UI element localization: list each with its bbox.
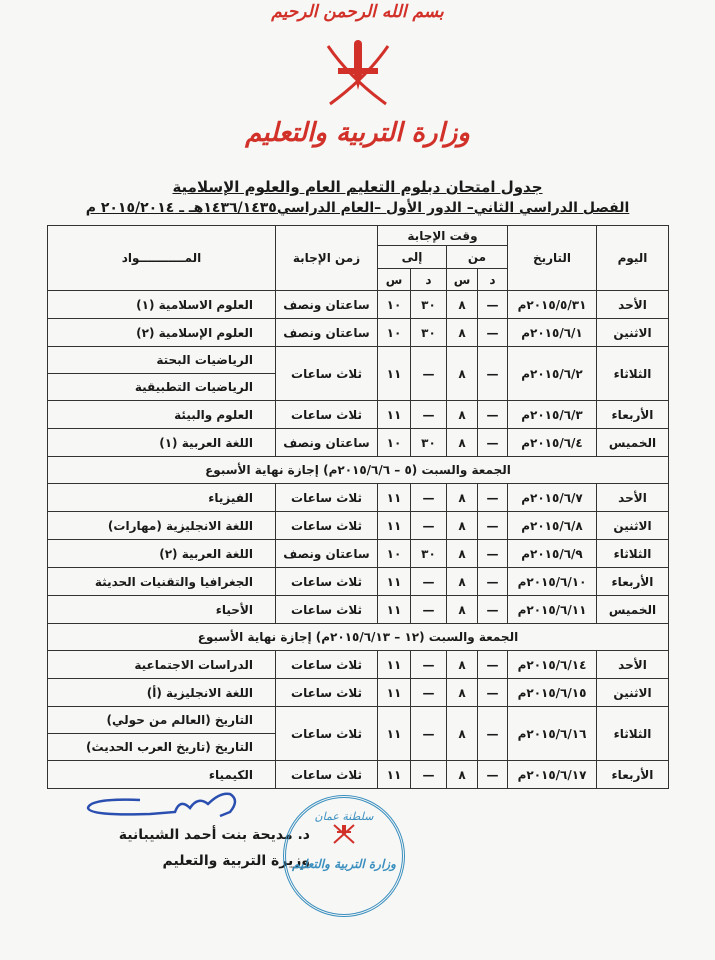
date-cell: ٢٠١٥/٦/٣م [508, 401, 597, 429]
from-hour-cell: ٨ [447, 484, 478, 512]
to-minute-cell: ٣٠ [411, 291, 447, 319]
day-cell: الأربعاء [597, 761, 669, 789]
date-cell: ٢٠١٥/٦/١م [508, 319, 597, 347]
table-row [48, 568, 669, 596]
subject-cell: التاريخ (العالم من حولي) [48, 707, 276, 734]
table-row [48, 347, 669, 374]
to-minute-cell: ٣٠ [411, 319, 447, 347]
duration-cell: ثلاث ساعات [276, 596, 378, 624]
document-title: جدول امتحان دبلوم التعليم العام والعلوم الإسلامية [172, 178, 543, 196]
day-cell: الأربعاء [597, 401, 669, 429]
duration-cell: ساعتان ونصف [276, 291, 378, 319]
header-duration: زمن الإجابة [276, 226, 378, 291]
day-cell: الأحد [597, 484, 669, 512]
duration-cell: ثلاث ساعات [276, 761, 378, 789]
subject-cell: العلوم والبيئة [48, 401, 276, 429]
to-minute-cell: ٣٠ [411, 429, 447, 457]
stamp-emblem-icon [331, 823, 357, 845]
date-cell: ٢٠١٥/٦/١٦م [508, 707, 597, 761]
table-row [48, 679, 669, 707]
date-cell: ٢٠١٥/٦/٢م [508, 347, 597, 401]
to-hour-cell: ١١ [378, 679, 411, 707]
from-minute-cell: — [478, 761, 508, 789]
date-cell: ٢٠١٥/٦/١٤م [508, 651, 597, 679]
duration-cell: ثلاث ساعات [276, 707, 378, 761]
from-minute-cell: — [478, 679, 508, 707]
header-to: إلى [378, 246, 447, 269]
ministry-name: وزارة التربية والتعليم [245, 118, 470, 148]
subject-cell: اللغة العربية (٢) [48, 540, 276, 568]
to-hour-cell: ١١ [378, 651, 411, 679]
subject-cell: العلوم الاسلامية (١) [48, 291, 276, 319]
subject-cell: الرياضيات البحتة [48, 347, 276, 374]
day-cell: الأحد [597, 291, 669, 319]
to-minute-cell: — [411, 651, 447, 679]
subject-cell: اللغة الانجليزية (أ) [48, 679, 276, 707]
weekend-break-text: الجمعة والسبت (١٢ – ٢٠١٥/٦/١٣م) إجازة نهاية الأسبوع [48, 624, 669, 651]
from-minute-cell: — [478, 568, 508, 596]
to-minute-cell: — [411, 679, 447, 707]
date-cell: ٢٠١٥/٦/١٥م [508, 679, 597, 707]
day-cell: الأحد [597, 651, 669, 679]
from-hour-cell: ٨ [447, 568, 478, 596]
subject-cell: الجغرافيا والتقنيات الحديثة [48, 568, 276, 596]
duration-cell: ثلاث ساعات [276, 347, 378, 401]
basmala: بسم الله الرحمن الرحيم [271, 2, 444, 22]
header-from: من [447, 246, 508, 269]
table-row [48, 540, 669, 568]
day-cell: الثلاثاء [597, 540, 669, 568]
from-hour-cell: ٨ [447, 319, 478, 347]
header-to-minute: د [411, 269, 447, 291]
date-cell: ٢٠١٥/٦/٨م [508, 512, 597, 540]
from-hour-cell: ٨ [447, 347, 478, 401]
to-hour-cell: ١٠ [378, 319, 411, 347]
header-from-minute: د [478, 269, 508, 291]
from-hour-cell: ٨ [447, 679, 478, 707]
table-row [48, 484, 669, 512]
subject-cell: التاريخ (تاريخ العرب الحديث) [48, 734, 276, 761]
to-hour-cell: ١١ [378, 707, 411, 761]
to-minute-cell: — [411, 761, 447, 789]
table-row [48, 761, 669, 789]
subject-cell: الأحياء [48, 596, 276, 624]
to-hour-cell: ١١ [378, 484, 411, 512]
from-minute-cell: — [478, 707, 508, 761]
from-hour-cell: ٨ [447, 596, 478, 624]
subject-cell: الدراسات الاجتماعية [48, 651, 276, 679]
from-minute-cell: — [478, 347, 508, 401]
subject-cell: العلوم الإسلامية (٢) [48, 319, 276, 347]
header-answer-time: وقت الإجابة [378, 226, 508, 246]
table-row [48, 291, 669, 319]
to-minute-cell: — [411, 484, 447, 512]
from-hour-cell: ٨ [447, 429, 478, 457]
date-cell: ٢٠١٥/٦/٩م [508, 540, 597, 568]
to-minute-cell: — [411, 512, 447, 540]
subject-cell: اللغة العربية (١) [48, 429, 276, 457]
date-cell: ٢٠١٥/٦/٤م [508, 429, 597, 457]
table-row [48, 707, 669, 734]
from-hour-cell: ٨ [447, 707, 478, 761]
oman-emblem-icon [320, 38, 396, 110]
signer-name: د. مديحة بنت أحمد الشيبانية [118, 827, 310, 843]
table-row [48, 596, 669, 624]
from-minute-cell: — [478, 401, 508, 429]
to-minute-cell: — [411, 347, 447, 401]
to-hour-cell: ١٠ [378, 540, 411, 568]
signer-block [100, 822, 310, 874]
from-hour-cell: ٨ [447, 512, 478, 540]
signature [80, 790, 250, 824]
duration-cell: ساعتان ونصف [276, 429, 378, 457]
official-stamp [283, 795, 405, 917]
stamp-bottom-text: وزارة التربية والتعليم [292, 857, 396, 871]
duration-cell: ثلاث ساعات [276, 651, 378, 679]
duration-cell: ساعتان ونصف [276, 540, 378, 568]
header-date: التاريخ [508, 226, 597, 291]
duration-cell: ثلاث ساعات [276, 401, 378, 429]
header-to-hour: س [378, 269, 411, 291]
from-minute-cell: — [478, 512, 508, 540]
subject-cell: الرياضيات التطبيقية [48, 374, 276, 401]
table-row [48, 429, 669, 457]
table-row [48, 512, 669, 540]
from-minute-cell: — [478, 540, 508, 568]
day-cell: الخميس [597, 429, 669, 457]
to-hour-cell: ١١ [378, 512, 411, 540]
from-minute-cell: — [478, 596, 508, 624]
from-minute-cell: — [478, 319, 508, 347]
from-minute-cell: — [478, 291, 508, 319]
from-minute-cell: — [478, 429, 508, 457]
weekend-break-row [48, 457, 669, 484]
subject-cell: الفيزياء [48, 484, 276, 512]
subject-cell: اللغة الانجليزية (مهارات) [48, 512, 276, 540]
day-cell: الخميس [597, 596, 669, 624]
to-minute-cell: — [411, 401, 447, 429]
signer-title: وزيرة التربية والتعليم [162, 853, 310, 869]
from-hour-cell: ٨ [447, 291, 478, 319]
header-from-hour: س [447, 269, 478, 291]
to-hour-cell: ١١ [378, 761, 411, 789]
to-hour-cell: ١١ [378, 568, 411, 596]
date-cell: ٢٠١٥/٦/١١م [508, 596, 597, 624]
duration-cell: ثلاث ساعات [276, 679, 378, 707]
to-minute-cell: ٣٠ [411, 540, 447, 568]
duration-cell: ثلاث ساعات [276, 512, 378, 540]
stamp-top-text: سلطنة عمان [314, 810, 374, 823]
from-hour-cell: ٨ [447, 540, 478, 568]
from-minute-cell: — [478, 651, 508, 679]
weekend-break-row [48, 624, 669, 651]
day-cell: الاثنين [597, 512, 669, 540]
table-row [48, 651, 669, 679]
header-subjects: المـــــــــــواد [48, 226, 276, 291]
duration-cell: ثلاث ساعات [276, 568, 378, 596]
to-minute-cell: — [411, 596, 447, 624]
exam-schedule-table [47, 225, 669, 789]
subject-cell: الكيمياء [48, 761, 276, 789]
to-minute-cell: — [411, 568, 447, 596]
to-hour-cell: ١١ [378, 401, 411, 429]
to-hour-cell: ١٠ [378, 429, 411, 457]
header-day: اليوم [597, 226, 669, 291]
table-body [48, 291, 669, 789]
from-minute-cell: — [478, 484, 508, 512]
to-hour-cell: ١١ [378, 347, 411, 401]
day-cell: الثلاثاء [597, 347, 669, 401]
from-hour-cell: ٨ [447, 651, 478, 679]
duration-cell: ساعتان ونصف [276, 319, 378, 347]
table-row [48, 319, 669, 347]
day-cell: الأربعاء [597, 568, 669, 596]
day-cell: الاثنين [597, 679, 669, 707]
date-cell: ٢٠١٥/٦/١٠م [508, 568, 597, 596]
date-cell: ٢٠١٥/٦/٧م [508, 484, 597, 512]
weekend-break-text: الجمعة والسبت (٥ – ٢٠١٥/٦/٦م) إجازة نهاية الأسبوع [48, 457, 669, 484]
from-hour-cell: ٨ [447, 401, 478, 429]
from-hour-cell: ٨ [447, 761, 478, 789]
duration-cell: ثلاث ساعات [276, 484, 378, 512]
to-hour-cell: ١٠ [378, 291, 411, 319]
day-cell: الثلاثاء [597, 707, 669, 761]
document-subtitle: الفصل الدراسي الثاني– الدور الأول –العام الدراسي١٤٣٦/١٤٣٥هـ ـ ٢٠١٥/٢٠١٤ م [85, 200, 630, 216]
to-hour-cell: ١١ [378, 596, 411, 624]
day-cell: الاثنين [597, 319, 669, 347]
date-cell: ٢٠١٥/٥/٣١م [508, 291, 597, 319]
table-row [48, 401, 669, 429]
to-minute-cell: — [411, 707, 447, 761]
date-cell: ٢٠١٥/٦/١٧م [508, 761, 597, 789]
